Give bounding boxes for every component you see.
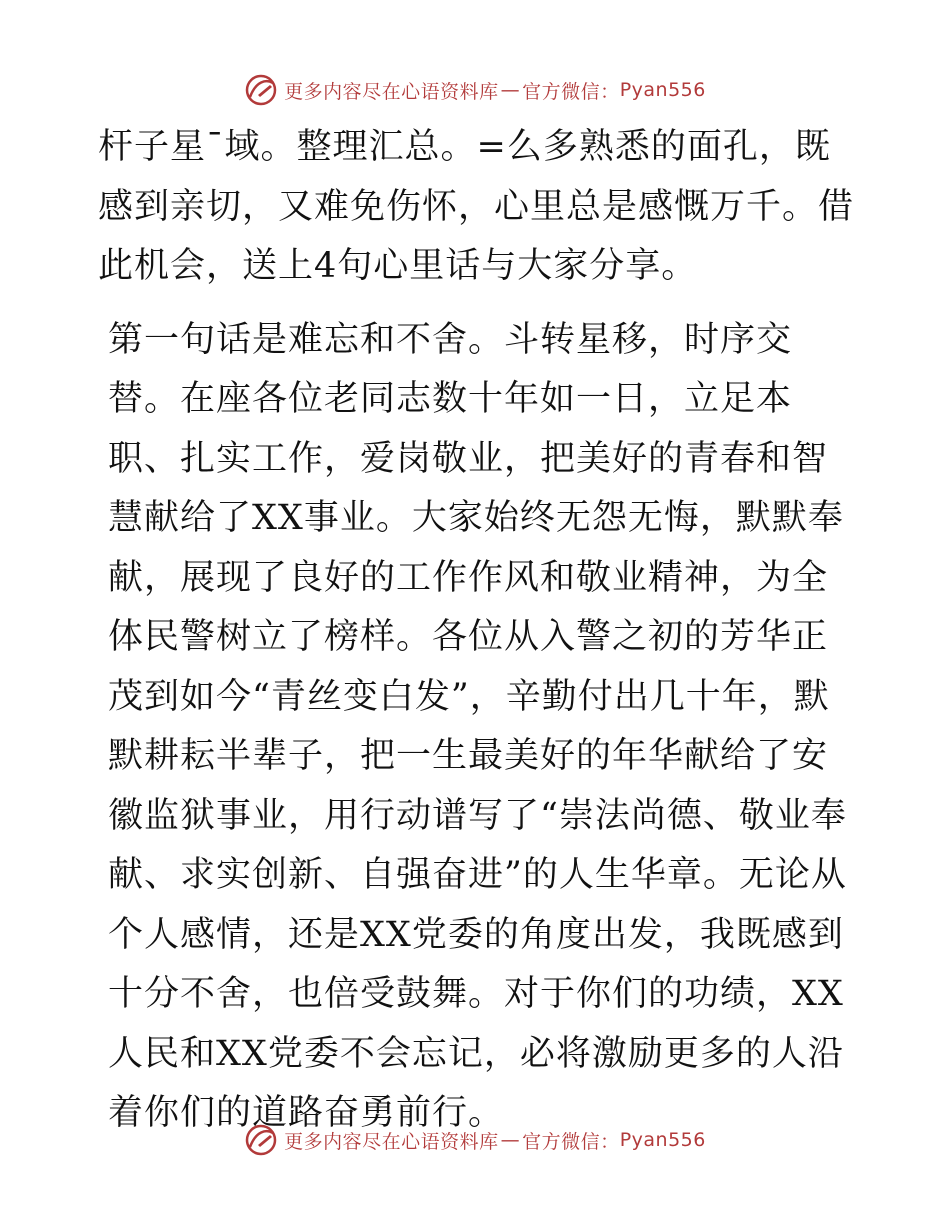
footer-watermark-banner (0, 1120, 950, 1160)
document-body (98, 118, 858, 1144)
pen-logo-icon (244, 73, 278, 107)
banner-site-text: 更多内容尽在心语资料库 (284, 1130, 499, 1153)
banner-separator: — (500, 79, 521, 101)
banner-wechat-label: 官方微信： (522, 80, 620, 103)
banner-wechat-id: Pyan556 (619, 1129, 706, 1151)
paragraph-2: 第一句话是难忘和不舍。斗转星移，时序交替。在座各位老同志数十年如一日，立足本职、扎实工作，爱岗敬业，把美好的青春和智慧献给了XX事业。大家始终无怨无悔，默默奉献，展现了良好的工作作风和敬业精神，为全体民警树立了榜样。各位从入警之初的芳华正茂到如今“青丝变白发”，辛勤付出几十年，默默耕耘半辈子，把一生最美好的年华献给了安徽监狱事业，用行动谱写了“崇法尚德、敬业奉献、求实创新、自强奋进”的人生华章。无论从个人感情，还是XX党委的角度出发，我既感到十分不舍，也倍受鼓舞。对于你们的功绩，XX人民和XX党委不会忘记，必将激励更多的人沿着你们的道路奋勇前行。 (108, 319, 847, 1133)
banner-separator: — (500, 1129, 521, 1151)
paragraph-1: 杆子星¯域。整理汇总。=么多熟悉的面孔，既感到亲切，又难免伤怀，心里总是感慨万千。借此机会，送上4句心里话与大家分享。 (98, 127, 855, 286)
banner-wechat-label: 官方微信： (522, 1130, 620, 1153)
banner-site-text: 更多内容尽在心语资料库 (284, 80, 499, 103)
pen-logo-icon (244, 1123, 278, 1157)
header-watermark-banner (0, 70, 950, 110)
banner-wechat-id: Pyan556 (619, 79, 706, 101)
